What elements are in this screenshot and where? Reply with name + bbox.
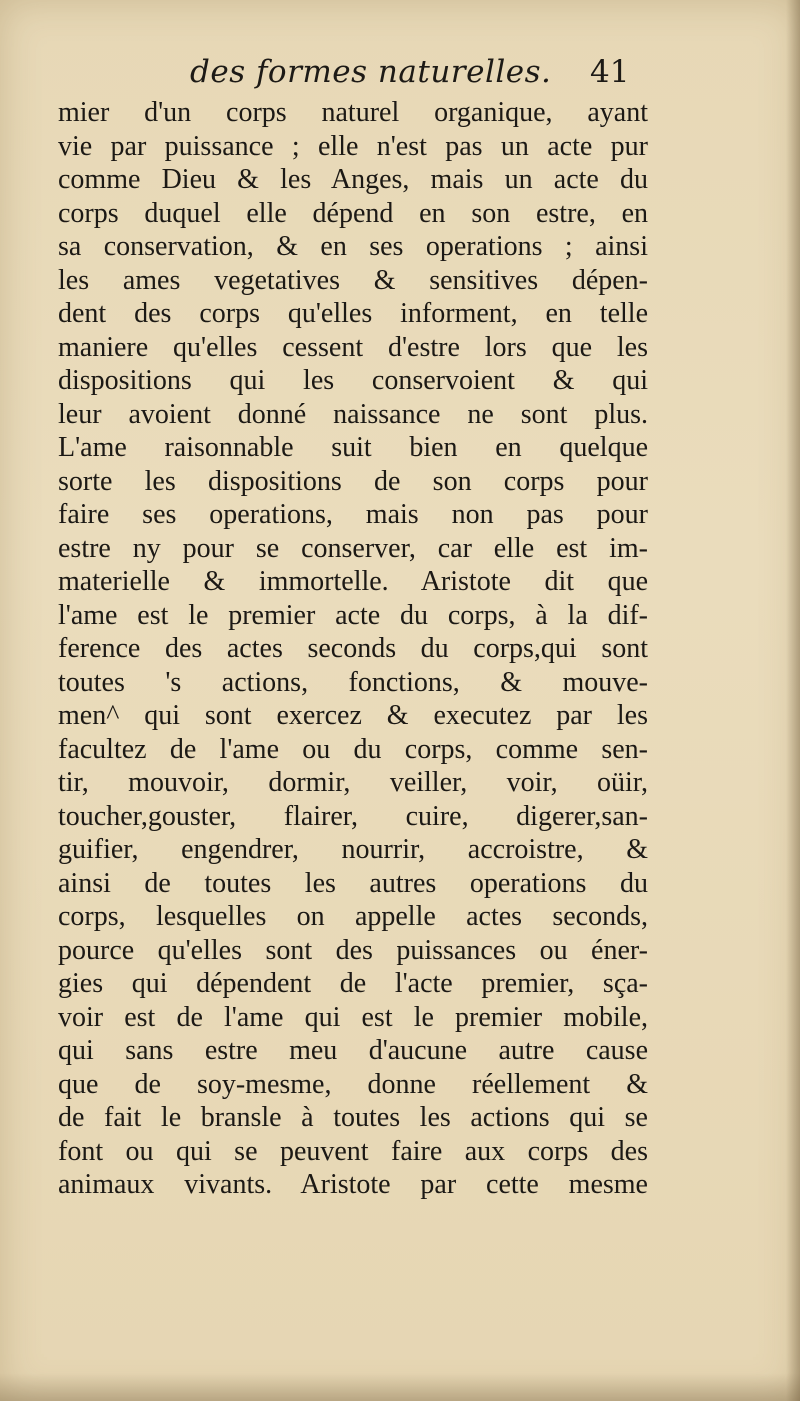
text-line: l'ame est le premier acte du corps, à la dif- bbox=[58, 599, 648, 631]
text-line: sorte les dispositions de son corps pour bbox=[58, 465, 648, 497]
text-line: faire ses operations, mais non pas pour bbox=[58, 499, 648, 530]
text-line: gies qui dépendent de l'acte premier, sça- bbox=[58, 968, 648, 999]
text-line: toucher,gouster, flairer, cuire, digerer,san- bbox=[58, 800, 648, 832]
text-line: ference des actes seconds du corps,qui sont bbox=[58, 633, 648, 664]
text-line: que de soy-mesme, donne réellement & bbox=[58, 1068, 648, 1100]
text-line: vie par puissance ; elle n'est pas un acte pur bbox=[58, 130, 648, 162]
text-line: corps, lesquelles on appelle actes seconds, bbox=[58, 901, 648, 932]
text-line: dent des corps qu'elles informent, en telle bbox=[58, 298, 648, 329]
text-line: animaux vivants. Aristote par cette mesme bbox=[58, 1169, 648, 1200]
text-line: facultez de l'ame ou du corps, comme sen- bbox=[58, 733, 648, 765]
page-bottom-shadow bbox=[0, 1373, 800, 1401]
text-line: ainsi de toutes les autres operations du bbox=[58, 867, 648, 899]
running-head bbox=[190, 54, 660, 94]
text-line: pource qu'elles sont des puissances ou éner- bbox=[58, 934, 648, 966]
text-line: les ames vegetatives & sensitives dépen- bbox=[58, 264, 648, 296]
text-line: men^ qui sont exercez & executez par les bbox=[58, 700, 648, 731]
text-line: maniere qu'elles cessent d'estre lors que les bbox=[58, 331, 648, 363]
text-line: estre ny pour se conserver, car elle est im- bbox=[58, 532, 648, 564]
text-line: qui sans estre meu d'aucune autre cause bbox=[58, 1035, 648, 1066]
text-line: mier d'un corps naturel organique, ayant bbox=[58, 97, 648, 128]
text-line: font ou qui se peuvent faire aux corps des bbox=[58, 1135, 648, 1167]
text-line: corps duquel elle dépend en son estre, en bbox=[58, 197, 648, 229]
text-line: leur avoient donné naissance ne sont plus. bbox=[58, 398, 648, 430]
text-line: guifier, engendrer, nourrir, accroistre, & bbox=[58, 834, 648, 865]
text-line: tir, mouvoir, dormir, veiller, voir, oüir, bbox=[58, 767, 648, 798]
text-line: de fait le bransle à toutes les actions qui se bbox=[58, 1102, 648, 1133]
text-line: toutes 's actions, fonctions, & mouve- bbox=[58, 666, 648, 698]
text-line: voir est de l'ame qui est le premier mobile, bbox=[58, 1001, 648, 1033]
page-number: 41 bbox=[590, 54, 630, 90]
text-line: materielle & immortelle. Aristote dit que bbox=[58, 566, 648, 597]
body-text bbox=[58, 96, 648, 1202]
text-line: sa conservation, & en ses operations ; ainsi bbox=[58, 231, 648, 262]
text-line: L'ame raisonnable suit bien en quelque bbox=[58, 432, 648, 463]
running-title: des formes naturelles. bbox=[190, 54, 552, 90]
text-line: dispositions qui les conservoient & qui bbox=[58, 365, 648, 396]
text-line: comme Dieu & les Anges, mais un acte du bbox=[58, 164, 648, 195]
page-edge-shadow bbox=[786, 0, 800, 1401]
